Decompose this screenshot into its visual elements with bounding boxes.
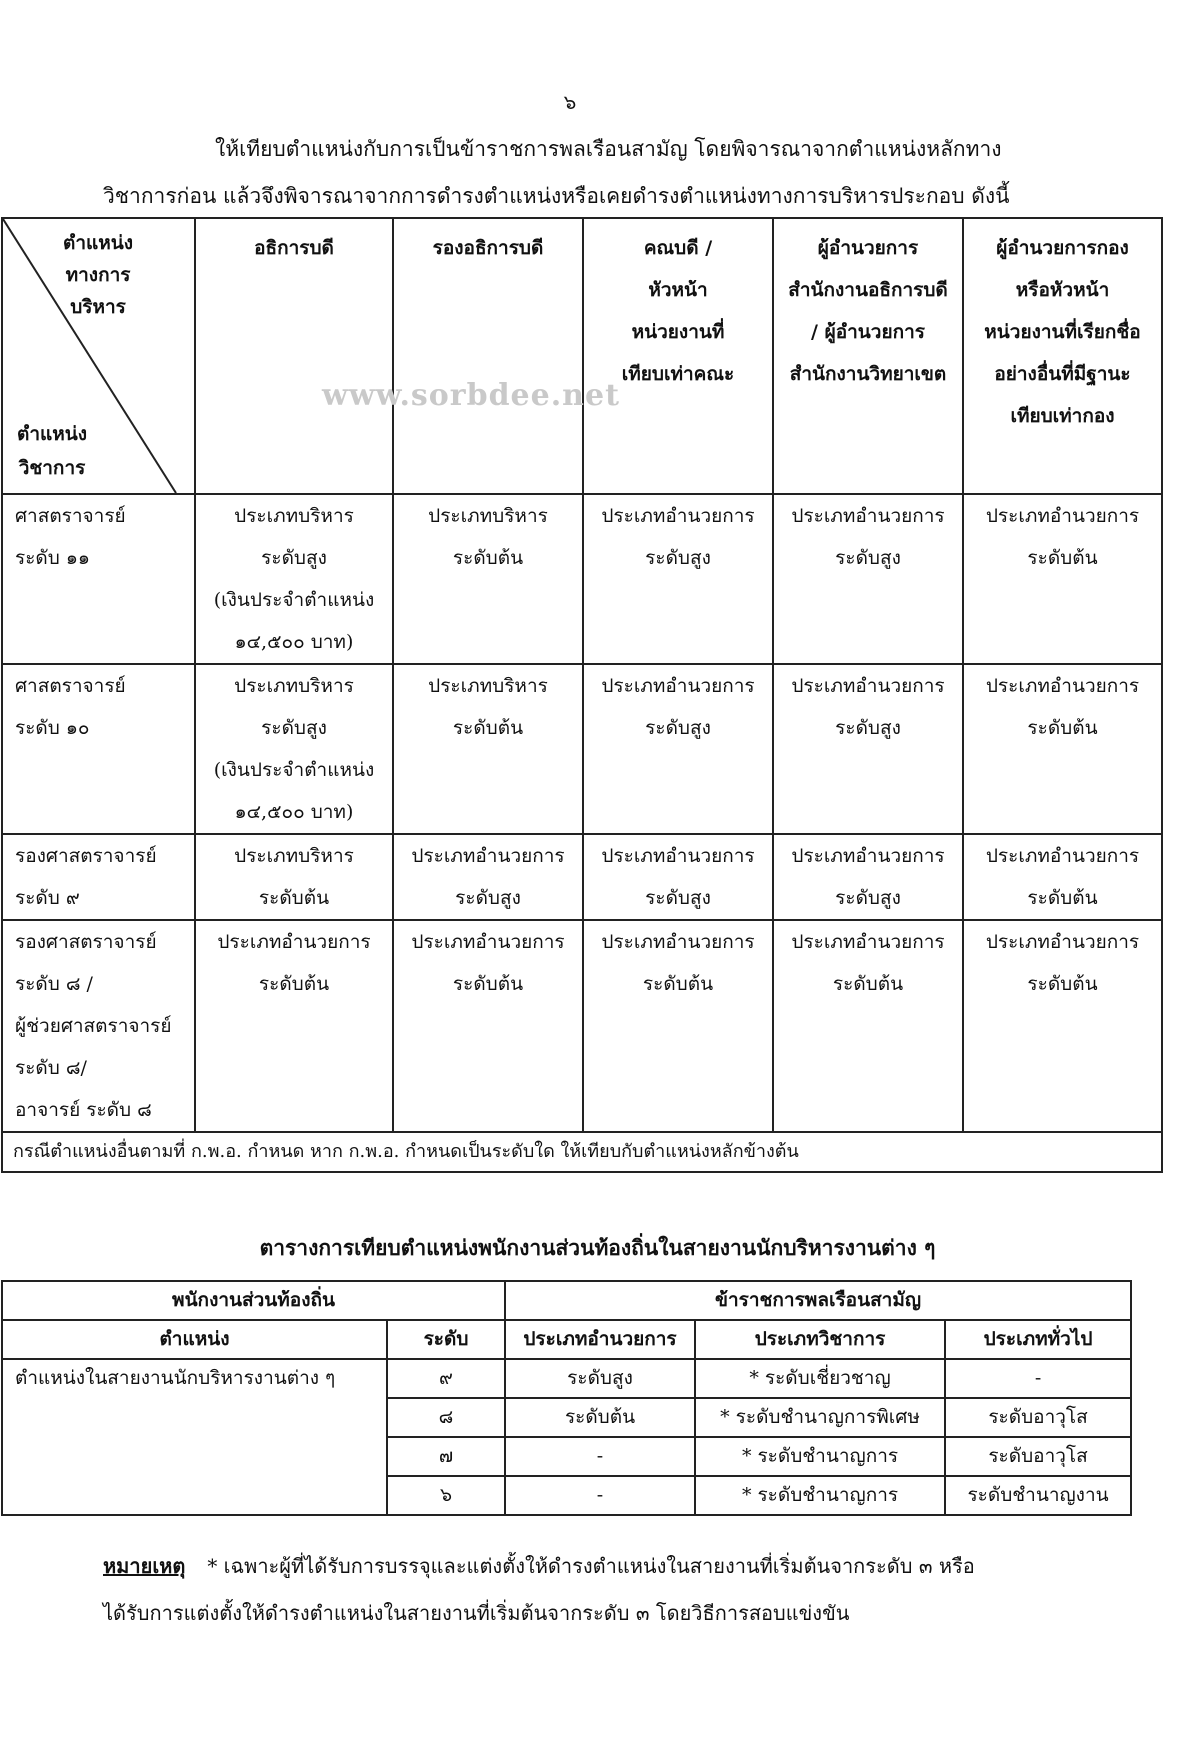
remark-label: หมายเหตุ: [103, 1554, 186, 1578]
table-row: [2, 664, 1162, 834]
remark-line-2: ได้รับการแต่งตั้งให้ดำรงตำแหน่งในสายงานที่เริ่มต้นจากระดับ ๓ โดยวิธีการสอบแข่งขัน: [103, 1601, 850, 1625]
table-cell: ประเภทอำนวยการ ระดับสูง: [773, 494, 963, 664]
table-row: [2, 834, 1162, 920]
academic-position-cell: รองศาสตราจารย์ ระดับ ๘ / ผู้ช่วยศาสตราจารย์ ระดับ ๘/ อาจารย์ ระดับ ๘: [2, 920, 195, 1132]
general-cell: -: [945, 1359, 1131, 1398]
header-director-type: ประเภทอำนวยการ: [505, 1320, 695, 1359]
table-cell: ประเภทบริหาร ระดับต้น: [393, 664, 583, 834]
header-division-director: ผู้อำนวยการกอง หรือหัวหน้า หน่วยงานที่เรียกชื่อ อย่างอื่นที่มีฐานะ เทียบเท่ากอง: [963, 218, 1162, 494]
table-note: กรณีตำแหน่งอื่นตามที่ ก.พ.อ. กำหนด หาก ก.พ.อ. กำหนดเป็นระดับใด ให้เทียบกับตำแหน่งหลักข้างต้น: [2, 1132, 1162, 1172]
remark-line-1: * เฉพาะผู้ที่ได้รับการบรรจุและแต่งตั้งให้ดำรงตำแหน่งในสายงานที่เริ่มต้นจากระดับ ๓ หรือ: [207, 1554, 975, 1578]
general-cell: ระดับชำนาญงาน: [945, 1476, 1131, 1515]
academic-cell: * ระดับชำนาญการ: [695, 1476, 945, 1515]
table-cell: ประเภทอำนวยการ ระดับต้น: [773, 920, 963, 1132]
table-cell: ประเภทอำนวยการ ระดับต้น: [963, 664, 1162, 834]
academic-position-cell: ศาสตราจารย์ ระดับ ๑๑: [2, 494, 195, 664]
position-name-cell: ตำแหน่งในสายงานนักบริหารงานต่าง ๆ: [2, 1359, 387, 1515]
level-cell: ๖: [387, 1476, 505, 1515]
corner-header-cell: [2, 218, 195, 494]
table-row: [2, 1359, 1131, 1398]
header-level: ระดับ: [387, 1320, 505, 1359]
corner-bottom-label: ตำแหน่ง วิชาการ: [17, 423, 88, 479]
local-staff-comparison-table: [1, 1280, 1132, 1516]
corner-top-label: ตำแหน่ง ทางการ บริหาร: [63, 232, 134, 318]
table-cell: ประเภทอำนวยการ ระดับต้น: [583, 920, 773, 1132]
intro-line-2: วิชาการก่อน แล้วจึงพิจารณาจากการดำรงตำแหน่งหรือเคยดำรงตำแหน่งทางการบริหารประกอบ ดังนี้: [103, 184, 1010, 208]
intro-line-1: ให้เทียบตำแหน่งกับการเป็นข้าราชการพลเรือนสามัญ โดยพิจารณาจากตำแหน่งหลักทาง: [215, 137, 1002, 161]
table-cell: ประเภทอำนวยการ ระดับสูง: [773, 664, 963, 834]
director-cell: -: [505, 1476, 695, 1515]
group-header-local-staff: พนักงานส่วนท้องถิ่น: [2, 1281, 505, 1320]
header-vice-president: รองอธิการบดี: [393, 218, 583, 494]
header-dean: คณบดี / หัวหน้า หน่วยงานที่ เทียบเท่าคณะ: [583, 218, 773, 494]
table-cell: ประเภทอำนวยการ ระดับต้น: [393, 920, 583, 1132]
level-cell: ๘: [387, 1398, 505, 1437]
table-cell: ประเภทบริหาร ระดับสูง (เงินประจำตำแหน่ง ๑๔,๕๐๐ บาท): [195, 494, 393, 664]
director-cell: ระดับสูง: [505, 1359, 695, 1398]
academic-position-cell: ศาสตราจารย์ ระดับ ๑๐: [2, 664, 195, 834]
academic-cell: * ระดับชำนาญการ: [695, 1437, 945, 1476]
table-row: [2, 494, 1162, 664]
table-cell: ประเภทอำนวยการ ระดับต้น: [963, 494, 1162, 664]
table-cell: ประเภทบริหาร ระดับต้น: [195, 834, 393, 920]
academic-cell: * ระดับเชี่ยวชาญ: [695, 1359, 945, 1398]
table-cell: ประเภทอำนวยการ ระดับต้น: [963, 920, 1162, 1132]
table-note-row: [2, 1132, 1162, 1172]
page-number: ๖: [563, 90, 577, 114]
header-general-type: ประเภททั่วไป: [945, 1320, 1131, 1359]
table-cell: ประเภทอำนวยการ ระดับต้น: [195, 920, 393, 1132]
header-office-director: ผู้อำนวยการ สำนักงานอธิการบดี / ผู้อำนวยการ สำนักงานวิทยาเขต: [773, 218, 963, 494]
table-cell: ประเภทบริหาร ระดับสูง (เงินประจำตำแหน่ง ๑๔,๕๐๐ บาท): [195, 664, 393, 834]
director-cell: -: [505, 1437, 695, 1476]
table-cell: ประเภทอำนวยการ ระดับสูง: [583, 834, 773, 920]
table-cell: ประเภทอำนวยการ ระดับสูง: [773, 834, 963, 920]
director-cell: ระดับต้น: [505, 1398, 695, 1437]
table-cell: ประเภทอำนวยการ ระดับสูง: [583, 494, 773, 664]
level-cell: ๗: [387, 1437, 505, 1476]
position-comparison-table: [1, 217, 1163, 1173]
table-cell: ประเภทอำนวยการ ระดับต้น: [963, 834, 1162, 920]
header-academic-type: ประเภทวิชาการ: [695, 1320, 945, 1359]
remark: [103, 1550, 975, 1582]
table1-header-row: [2, 218, 1162, 494]
academic-cell: * ระดับชำนาญการพิเศษ: [695, 1398, 945, 1437]
table2-group-header-row: [2, 1281, 1131, 1320]
table-cell: ประเภทอำนวยการ ระดับสูง: [583, 664, 773, 834]
header-president: อธิการบดี: [195, 218, 393, 494]
general-cell: ระดับอาวุโส: [945, 1398, 1131, 1437]
header-position: ตำแหน่ง: [2, 1320, 387, 1359]
group-header-civil-servant: ข้าราชการพลเรือนสามัญ: [505, 1281, 1131, 1320]
level-cell: ๙: [387, 1359, 505, 1398]
watermark: www.sorbdee.net: [322, 378, 620, 413]
academic-position-cell: รองศาสตราจารย์ ระดับ ๙: [2, 834, 195, 920]
table2-header-row: [2, 1320, 1131, 1359]
table-cell: ประเภทบริหาร ระดับต้น: [393, 494, 583, 664]
table-cell: ประเภทอำนวยการ ระดับสูง: [393, 834, 583, 920]
table-row: [2, 920, 1162, 1132]
general-cell: ระดับอาวุโส: [945, 1437, 1131, 1476]
table2-title: ตารางการเทียบตำแหน่งพนักงานส่วนท้องถิ่นในสายงานนักบริหารงานต่าง ๆ: [259, 1235, 936, 1260]
